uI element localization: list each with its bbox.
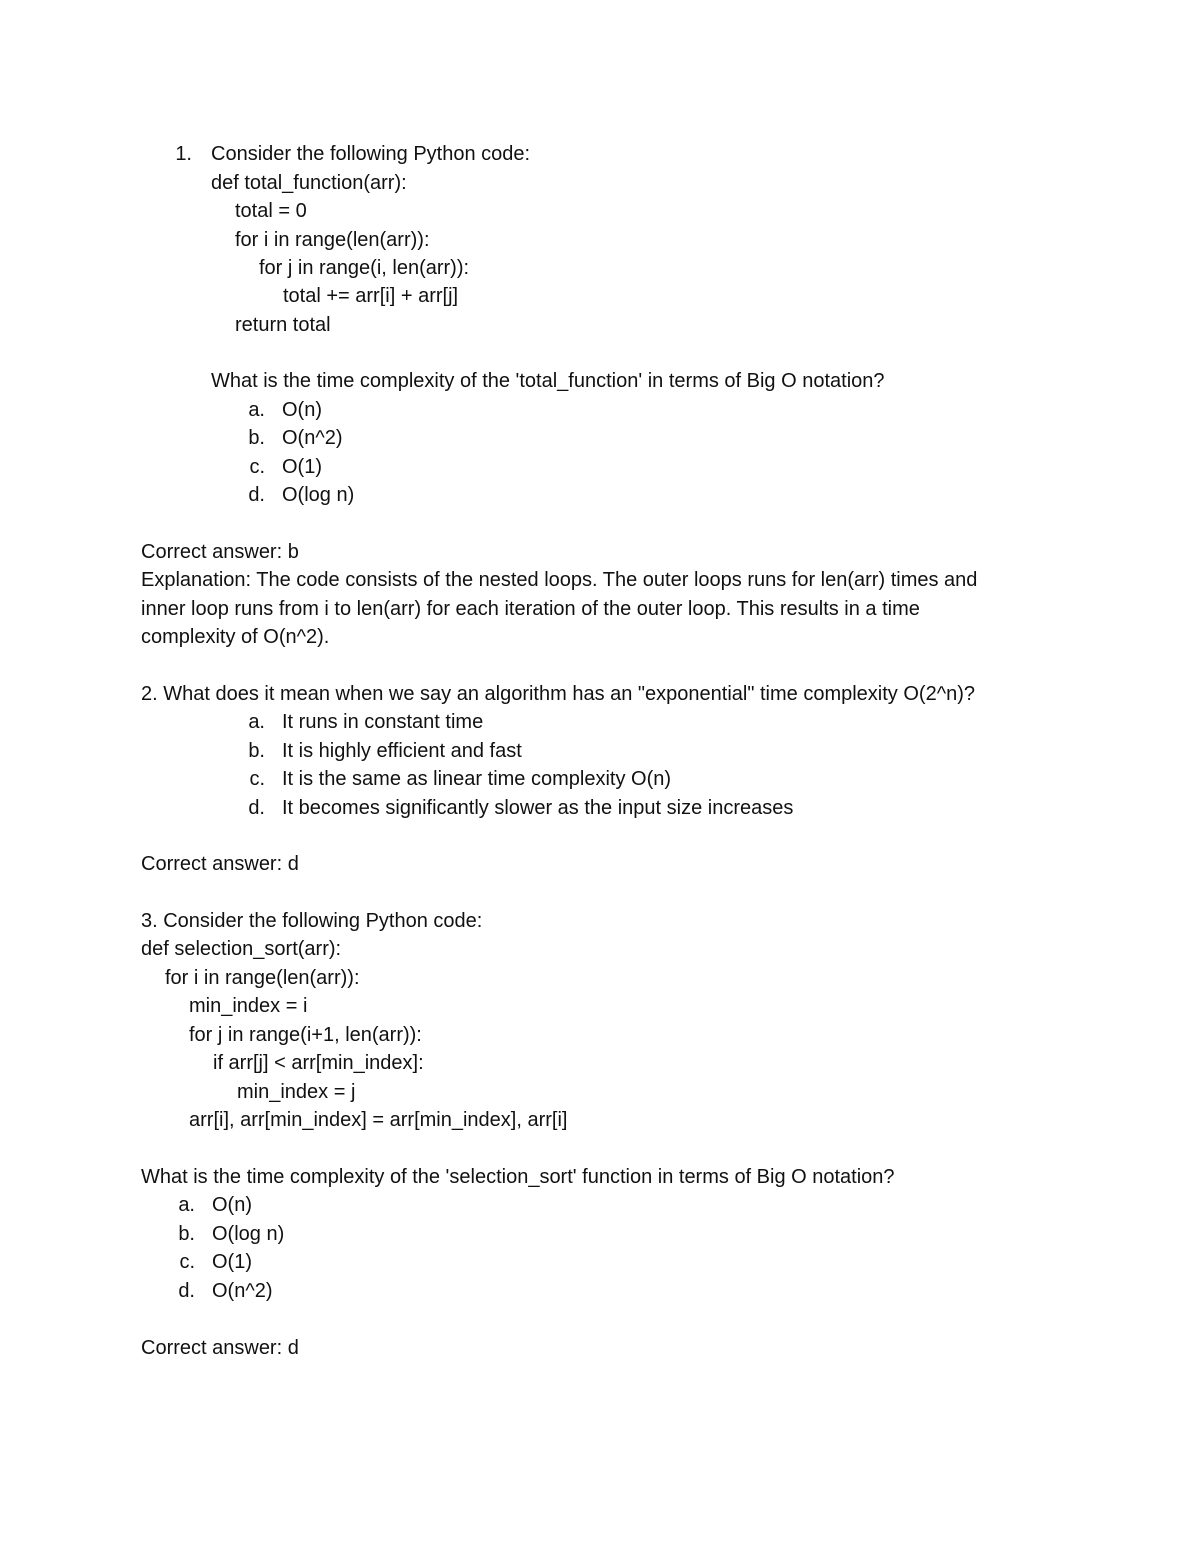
code-line: return total: [235, 314, 331, 336]
option-marker: b.: [248, 427, 265, 449]
option-marker: c.: [179, 1251, 195, 1273]
option-text: O(n^2): [282, 427, 343, 449]
option-text: O(n^2): [212, 1280, 273, 1302]
question-1-text: What is the time complexity of the 'total_function' in terms of Big O notation?: [211, 370, 885, 392]
code-line: for i in range(len(arr)):: [165, 967, 360, 989]
code-line: if arr[j] < arr[min_index]:: [213, 1052, 424, 1074]
question-2-text: 2. What does it mean when we say an algorithm has an "exponential" time complexity O(2^n)?: [141, 683, 975, 705]
question-1-prompt: Consider the following Python code:: [211, 143, 531, 165]
code-line: arr[i], arr[min_index] = arr[min_index], arr[i]: [189, 1109, 568, 1131]
option-marker: d.: [178, 1280, 195, 1302]
code-line: total += arr[i] + arr[j]: [283, 285, 459, 307]
code-line: total = 0: [235, 200, 307, 222]
option-marker: c.: [249, 456, 265, 478]
option-marker: a.: [248, 399, 265, 421]
option-marker: d.: [248, 484, 265, 506]
option-text: It becomes significantly slower as the input size increases: [282, 797, 794, 819]
option-marker: b.: [178, 1223, 195, 1245]
option-text: O(log n): [282, 484, 355, 506]
question-3-text: What is the time complexity of the 'selection_sort' function in terms of Big O notation?: [141, 1166, 895, 1188]
option-text: O(n): [212, 1194, 252, 1216]
option-marker: a.: [178, 1194, 195, 1216]
explanation-line: complexity of O(n^2).: [141, 626, 330, 648]
question-2-correct-answer: Correct answer: d: [141, 853, 299, 875]
option-marker: d.: [248, 797, 265, 819]
option-text: O(1): [212, 1251, 252, 1273]
option-text: O(n): [282, 399, 322, 421]
option-text: O(1): [282, 456, 322, 478]
question-1-correct-answer: Correct answer: b: [141, 541, 299, 563]
code-line: for j in range(i, len(arr)):: [259, 257, 470, 279]
question-3-correct-answer: Correct answer: d: [141, 1337, 299, 1359]
code-line: def selection_sort(arr):: [141, 938, 342, 960]
option-text: It runs in constant time: [282, 711, 484, 733]
explanation-line: inner loop runs from i to len(arr) for each iteration of the outer loop. This results in a time: [141, 598, 920, 620]
code-line: min_index = i: [189, 995, 308, 1017]
option-text: O(log n): [212, 1223, 285, 1245]
option-marker: c.: [249, 768, 265, 790]
explanation-line: Explanation: The code consists of the nested loops. The outer loops runs for len(arr) times and: [141, 569, 978, 591]
code-line: for j in range(i+1, len(arr)):: [189, 1024, 422, 1046]
question-3-prompt: 3. Consider the following Python code:: [141, 910, 483, 932]
option-marker: a.: [248, 711, 265, 733]
question-1-number: 1.: [175, 143, 192, 165]
code-line: min_index = j: [237, 1081, 356, 1103]
option-text: It is highly efficient and fast: [282, 740, 522, 762]
option-text: It is the same as linear time complexity O(n): [282, 768, 672, 790]
code-line: for i in range(len(arr)):: [235, 229, 430, 251]
code-line: def total_function(arr):: [211, 172, 407, 194]
option-marker: b.: [248, 740, 265, 762]
